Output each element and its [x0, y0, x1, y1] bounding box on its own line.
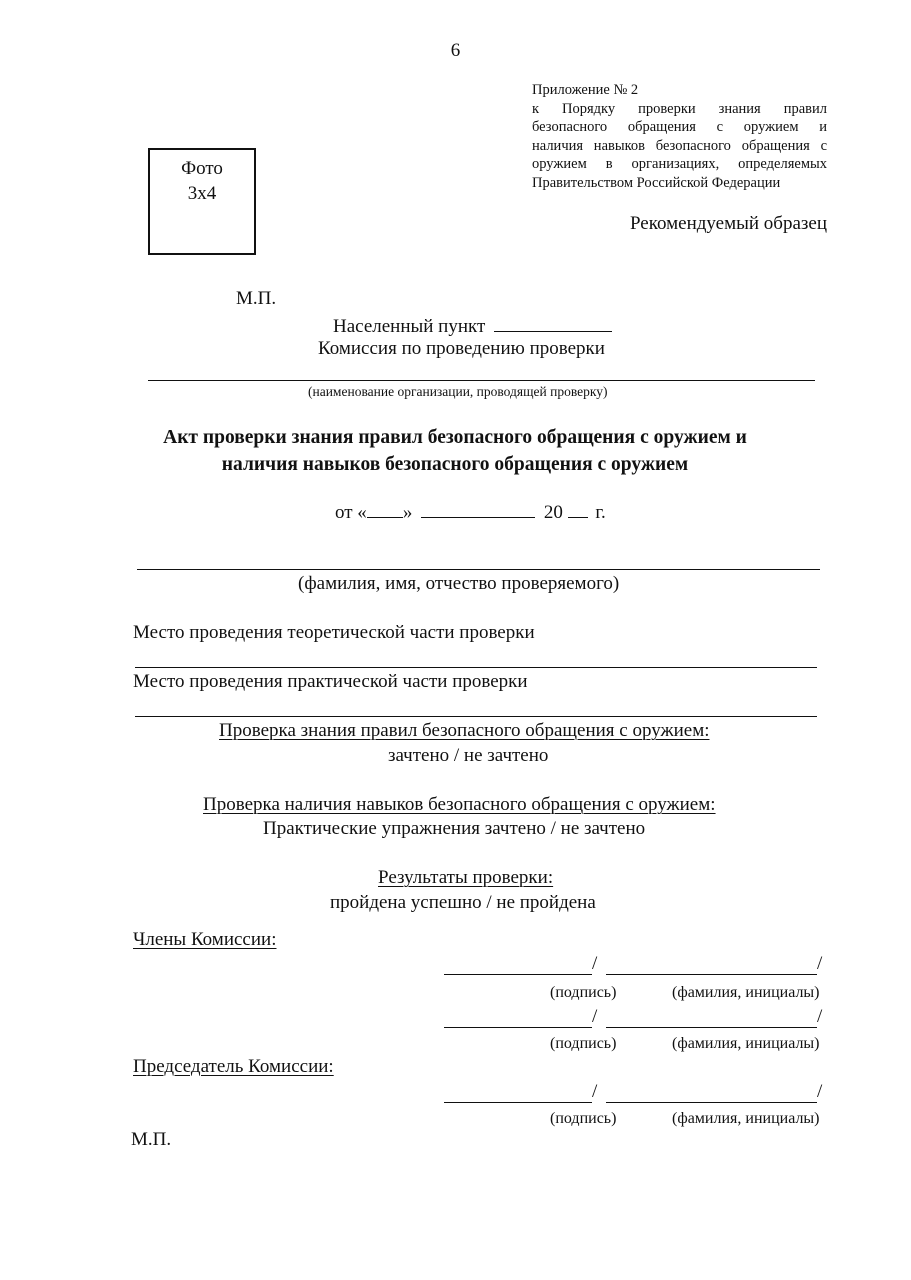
- appendix-line: оружием в организациях, определяемых: [532, 156, 827, 172]
- sign-caption: (подпись): [550, 1110, 617, 1127]
- theory-place-label: Место проведения теоретической части проверки: [133, 622, 535, 643]
- name-caption: (фамилия, инициалы): [672, 1110, 820, 1127]
- photo-placeholder: [148, 148, 256, 255]
- appendix-note: [532, 81, 827, 192]
- appendix-line: к Порядку проверки знания правил: [532, 100, 827, 117]
- results-heading: Результаты проверки:: [378, 867, 554, 888]
- photo-size: 3х4: [187, 183, 217, 204]
- appendix-line: Правительством Российской Федерации: [532, 174, 781, 191]
- signature-separator: /: [592, 1006, 598, 1027]
- chairman-label: Председатель Комиссии:: [133, 1056, 334, 1077]
- person-name-field[interactable]: [137, 569, 820, 570]
- date-month-field[interactable]: [421, 499, 535, 518]
- title-line-2: наличия навыков безопасного обращения с оружием: [221, 454, 689, 475]
- locality-row: [333, 313, 612, 338]
- organization-caption: (наименование организации, проводящей проверку): [308, 384, 608, 399]
- name-caption: (фамилия, инициалы): [672, 984, 820, 1001]
- skills-check-heading: Проверка наличия навыков безопасного обращения с оружием:: [203, 794, 716, 815]
- member-2-signature-field[interactable]: [444, 1027, 592, 1028]
- practice-place-field[interactable]: [135, 716, 817, 717]
- organization-field[interactable]: [148, 380, 815, 381]
- person-caption: (фамилия, имя, отчество проверяемого): [298, 573, 620, 594]
- stamp-place-bottom: М.П.: [131, 1129, 172, 1150]
- date-suffix: г.: [595, 502, 606, 523]
- signature-separator: /: [817, 1081, 823, 1102]
- stamp-place-top: М.П.: [236, 288, 277, 309]
- knowledge-check-heading: Проверка знания правил безопасного обращения с оружием:: [219, 720, 710, 741]
- page-number: 6: [450, 40, 461, 61]
- skills-check-result: Практические упражнения зачтено / не зачтено: [263, 818, 646, 839]
- title-line-1: Акт проверки знания правил безопасного обращения с оружием и: [163, 427, 747, 448]
- sign-caption: (подпись): [550, 1035, 617, 1052]
- appendix-line: безопасного обращения с оружием и: [532, 119, 827, 135]
- chairman-name-field[interactable]: [606, 1102, 817, 1103]
- locality-label: Населенный пункт: [333, 316, 486, 337]
- name-caption: (фамилия, инициалы): [672, 1035, 820, 1052]
- appendix-line: Приложение № 2: [532, 82, 639, 98]
- member-1-name-field[interactable]: [606, 974, 817, 975]
- chairman-signature-field[interactable]: [444, 1102, 592, 1103]
- signature-separator: /: [817, 953, 823, 974]
- document-title: [25, 424, 885, 478]
- date-row: [335, 499, 606, 524]
- commission-label: Комиссия по проведению проверки: [318, 338, 605, 359]
- member-1-signature-field[interactable]: [444, 974, 592, 975]
- sample-label: Рекомендуемый образец: [629, 213, 827, 234]
- signature-separator: /: [592, 953, 598, 974]
- results-value: пройдена успешно / не пройдена: [330, 892, 596, 913]
- member-2-name-field[interactable]: [606, 1027, 817, 1028]
- appendix-line: наличия навыков безопасного обращения с: [532, 137, 827, 154]
- sign-caption: (подпись): [550, 984, 617, 1001]
- practice-place-label: Место проведения практической части проверки: [133, 671, 528, 692]
- photo-label: Фото: [181, 158, 223, 179]
- members-label: Члены Комиссии:: [133, 929, 277, 950]
- signature-separator: /: [592, 1081, 598, 1102]
- date-year-field[interactable]: [568, 499, 588, 518]
- locality-field[interactable]: [494, 313, 612, 332]
- date-quote-close: »: [402, 502, 413, 523]
- signature-separator: /: [817, 1006, 823, 1027]
- date-day-field[interactable]: [367, 499, 403, 518]
- theory-place-field[interactable]: [135, 667, 817, 668]
- date-year-prefix: 20: [543, 502, 563, 523]
- date-prefix: от «: [335, 502, 367, 523]
- knowledge-check-result: зачтено / не зачтено: [388, 745, 549, 766]
